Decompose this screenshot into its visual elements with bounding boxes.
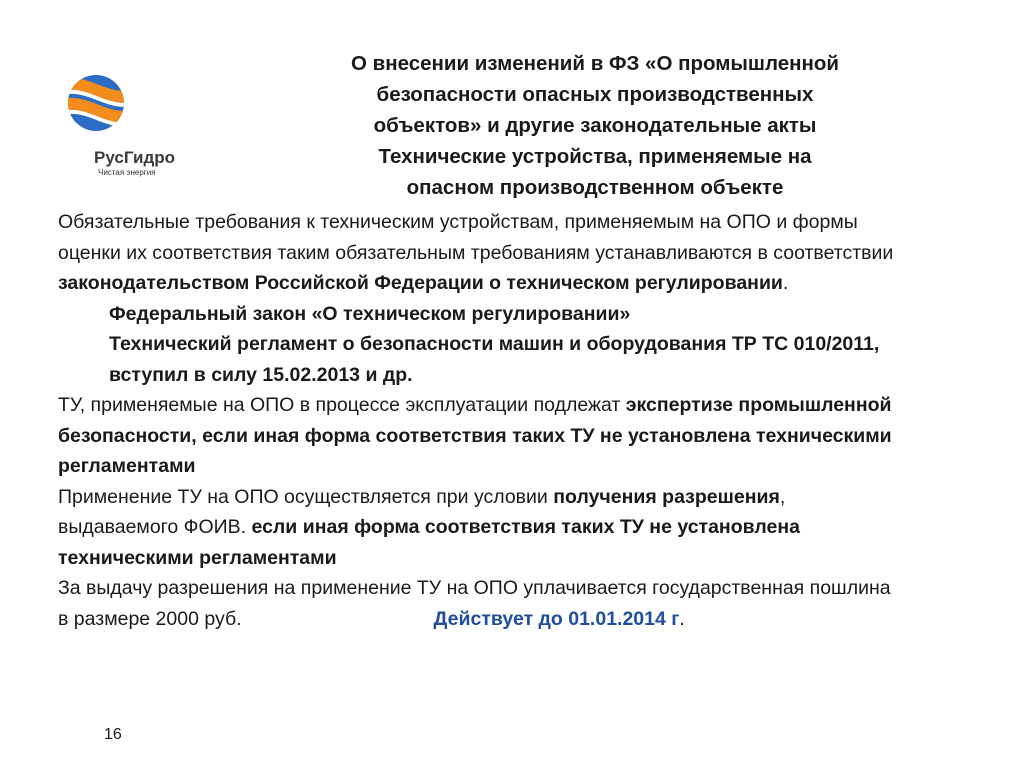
text: в размере 2000 руб. — [58, 607, 242, 630]
bold-text: если иная форма соответствия таких ТУ не установлена — [251, 516, 800, 538]
text: выдаваемого ФОИВ. — [58, 516, 252, 538]
title-line: О внесении изменений в ФЗ «О промышленной — [350, 52, 840, 75]
title-line: Технические устройства, применяемые на — [378, 145, 812, 168]
title-line: безопасности опасных производственных — [376, 83, 814, 106]
body-line — [58, 268, 978, 299]
text: . — [782, 272, 789, 294]
indent-line: Федеральный закон «О техническом регулировании» — [109, 302, 631, 325]
body-line — [58, 512, 978, 543]
validity-date: Действует до 01.01.2014 г — [433, 607, 680, 630]
body-line — [58, 482, 978, 513]
brand-tagline: Чистая энергия — [98, 168, 156, 177]
slide-title — [270, 48, 920, 203]
body-line: техническими регламентами — [58, 546, 337, 569]
body-line — [58, 390, 978, 421]
indent-line: Технический регламент о безопасности машин и оборудования ТР ТС 010/2011, — [109, 333, 880, 355]
bold-text: законодательством Российской Федерации о техническом регулировании — [58, 272, 783, 294]
text: ТУ, применяемые на ОПО в процессе эксплуатации подлежат — [58, 394, 626, 416]
page-number: 16 — [104, 726, 122, 743]
text: Применение ТУ на ОПО осуществляется при условии — [58, 485, 554, 508]
brand-name: РусГидро — [94, 148, 176, 167]
rushydro-emblem-icon — [66, 70, 126, 140]
body-line: За выдачу разрешения на применение ТУ на ОПО уплачивается государственная пошлина — [58, 577, 891, 599]
body-line: оценки их соответствия таким обязательным требованиям устанавливаются в соответствии — [58, 241, 894, 264]
text: , — [779, 485, 786, 508]
bold-text: экспертизе промышленной — [625, 394, 892, 416]
bold-text: получения разрешения — [553, 485, 780, 508]
body-line: безопасности, если иная форма соответствия таких ТУ не установлена техническими — [58, 424, 892, 447]
body-line — [58, 604, 978, 635]
body-line: регламентами — [58, 455, 196, 477]
indent-line: вступил в силу 15.02.2013 и др. — [109, 363, 413, 386]
rushydro-logo — [62, 70, 202, 180]
body-line: Обязательные требования к техническим устройствам, применяемым на ОПО и формы — [58, 211, 858, 233]
title-line: опасном производственном объекте — [406, 176, 784, 199]
text: . — [679, 607, 685, 630]
slide-body — [58, 207, 978, 634]
title-line: объектов» и другие законодательные акты — [373, 114, 817, 137]
